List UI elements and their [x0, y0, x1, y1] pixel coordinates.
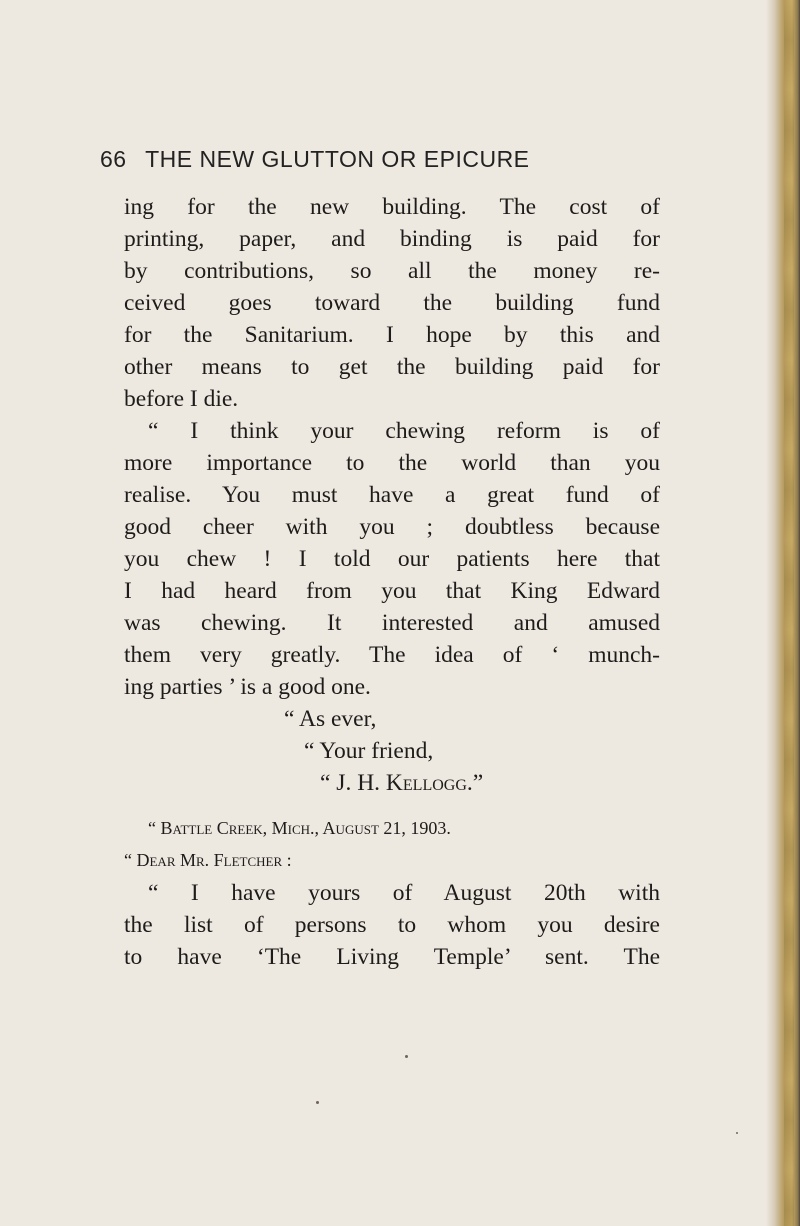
letter-closing-friend: “ Your friend,	[304, 738, 434, 764]
letter-closing: “ As ever,	[284, 706, 377, 732]
salutation-text: “ Dear Mr. Fletcher :	[124, 850, 292, 870]
body-line: the list of persons to whom you desire	[124, 912, 660, 938]
body-line: more importance to the world than you	[124, 450, 660, 476]
body-line: to have ‘The Living Temple’ sent. The	[124, 944, 660, 970]
running-title: THE NEW GLUTTON OR EPICURE	[145, 146, 530, 172]
body-line: them very greatly. The idea of ‘ munch-	[124, 642, 660, 668]
paper-speck	[405, 1055, 408, 1058]
body-line: ing parties ’ is a good one.	[124, 674, 371, 700]
page-number: 66	[100, 146, 127, 172]
body-line: you chew ! I told our patients here that	[124, 546, 660, 572]
gilt-page-edge	[766, 0, 800, 1226]
paper-speck	[736, 1132, 738, 1134]
running-header	[100, 146, 530, 173]
body-line: “ I think your chewing reform is of	[148, 418, 660, 444]
section-gap	[124, 799, 660, 813]
body-line: realise. You must have a great fund of	[124, 482, 660, 508]
dateline-text: “ Battle Creek, Mich., August 21, 1903.	[148, 818, 451, 838]
body-line: other means to get the building paid for	[124, 354, 660, 380]
body-text	[124, 191, 660, 973]
letter-dateline	[124, 813, 660, 845]
paper-speck	[316, 1101, 319, 1104]
body-line: by contributions, so all the money re-	[124, 258, 660, 284]
body-line: I had heard from you that King Edward	[124, 578, 660, 604]
body-line: for the Sanitarium. I hope by this and	[124, 322, 660, 348]
body-line: before I die.	[124, 386, 239, 412]
body-line: good cheer with you ; doubtless because	[124, 514, 660, 540]
signature-name	[124, 767, 660, 799]
body-line: was chewing. It interested and amused	[124, 610, 660, 636]
signature-name-text: “ J. H. Kellogg.”	[320, 770, 484, 796]
body-line: ing for the new building. The cost of	[124, 194, 660, 220]
page-edge-shading	[784, 0, 794, 1226]
body-line: printing, paper, and binding is paid for	[124, 226, 660, 252]
letter-salutation	[124, 845, 660, 877]
body-line: “ I have yours of August 20th with	[148, 880, 660, 906]
body-line: ceived goes toward the building fund	[124, 290, 660, 316]
